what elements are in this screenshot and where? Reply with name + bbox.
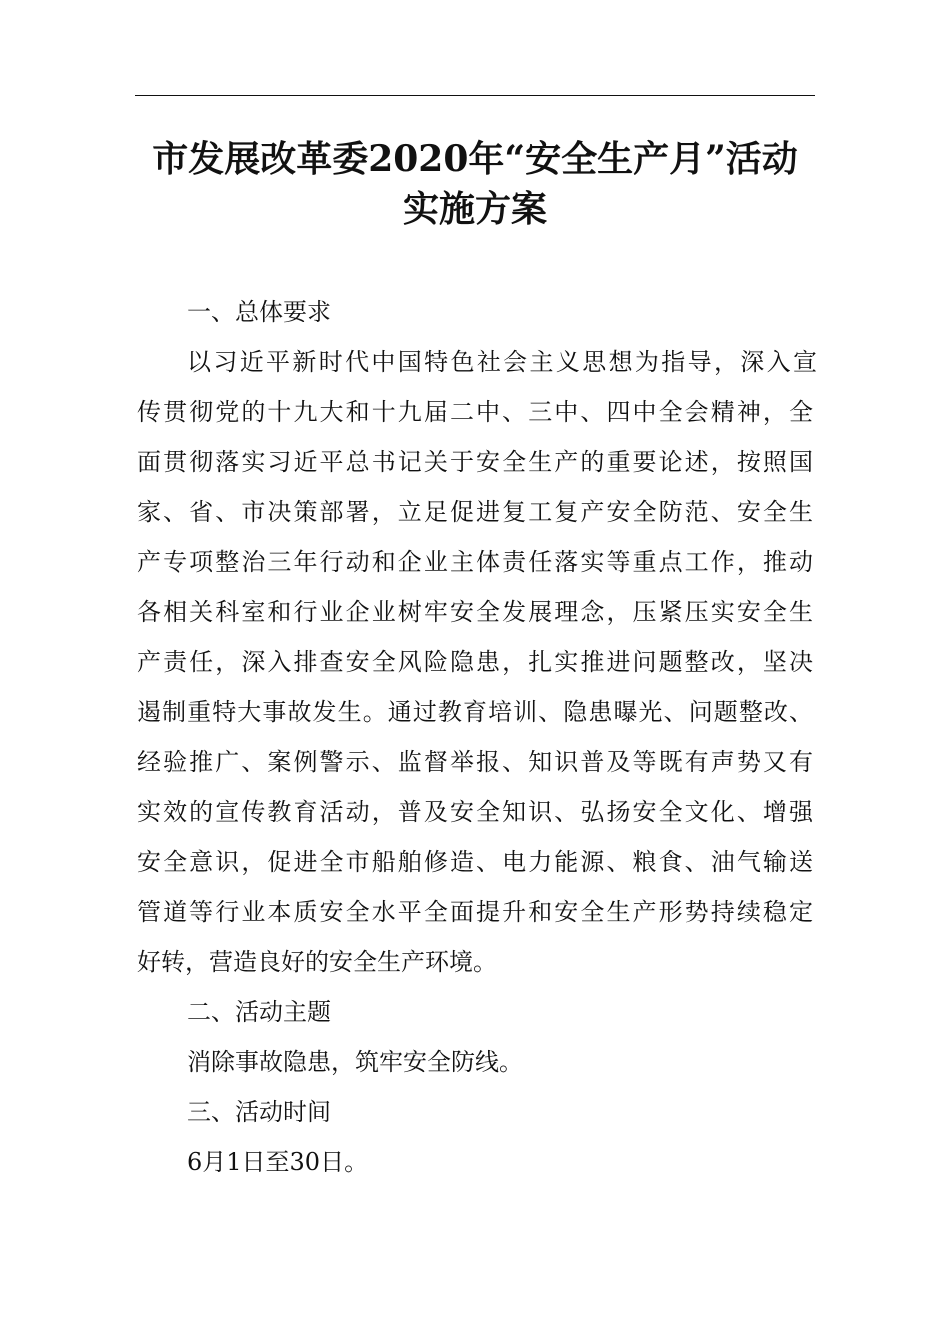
paragraph-line: 管道等行业本质安全水平全面提升和安全生产形势持续稳定 xyxy=(137,898,813,926)
header-rule xyxy=(135,95,815,96)
paragraph-line: 实效的宣传教育活动，普及安全知识、弘扬安全文化、增强 xyxy=(137,798,813,826)
paragraph-line: 各相关科室和行业企业树牢安全发展理念，压紧压实安全生 xyxy=(137,598,813,626)
paragraph-line: 以习近平新时代中国特色社会主义思想为指导，深入宣 xyxy=(187,348,817,376)
title-line-2: 实施方案 xyxy=(402,188,547,230)
section-heading-overall-requirements: 一、总体要求 xyxy=(187,298,331,326)
paragraph-line: 传贯彻党的十九大和十九届二中、三中、四中全会精神，全 xyxy=(137,398,813,426)
paragraph-line: 产责任，深入排查安全风险隐患，扎实推进问题整改，坚决 xyxy=(137,648,813,676)
paragraph-line: 面贯彻落实习近平总书记关于安全生产的重要论述，按照国 xyxy=(137,448,813,476)
activity-time-text: 6月1日至30日。 xyxy=(187,1148,369,1176)
paragraph-line: 家、省、市决策部署，立足促进复工复产安全防范、安全生 xyxy=(137,498,813,526)
section-heading-activity-theme: 二、活动主题 xyxy=(187,998,331,1026)
activity-theme-text: 消除事故隐患，筑牢安全防线。 xyxy=(187,1048,523,1076)
paragraph-line: 遏制重特大事故发生。通过教育培训、隐患曝光、问题整改、 xyxy=(137,698,813,726)
paragraph-line: 经验推广、案例警示、监督举报、知识普及等既有声势又有 xyxy=(137,748,813,776)
section-heading-activity-time: 三、活动时间 xyxy=(187,1098,331,1126)
title-line-1: 市发展改革委2020年“安全生产月”活动 xyxy=(152,138,798,180)
document-title xyxy=(0,134,950,234)
document-body xyxy=(137,287,817,1187)
paragraph-line: 产专项整治三年行动和企业主体责任落实等重点工作，推动 xyxy=(137,548,813,576)
paragraph-line-last: 好转，营造良好的安全生产环境。 xyxy=(137,948,497,976)
paragraph-line: 安全意识，促进全市船舶修造、电力能源、粮食、油气输送 xyxy=(137,848,813,876)
